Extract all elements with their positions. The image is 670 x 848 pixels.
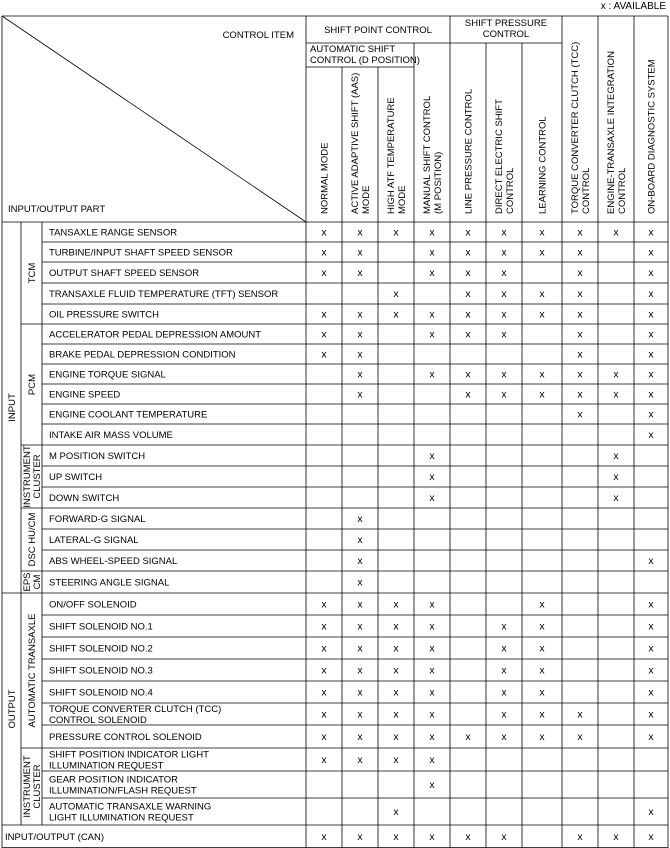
- available-mark: x: [465, 731, 471, 743]
- available-mark: x: [393, 598, 399, 611]
- column-header-7: LEARNING CONTROL: [537, 116, 549, 214]
- available-mark: x: [357, 731, 363, 743]
- shift-pressure-control-heading: SHIFT PRESSURE: [464, 18, 548, 29]
- available-mark: x: [357, 308, 363, 321]
- available-mark: x: [357, 226, 363, 239]
- available-mark: x: [465, 388, 471, 401]
- row-label: UP SWITCH: [49, 472, 103, 483]
- available-mark: x: [613, 226, 619, 239]
- available-mark: x: [393, 642, 399, 655]
- column-header-2: ACTIVE ADAPTIVE SHIFT (AAS): [350, 72, 361, 214]
- group-label: PCM: [27, 373, 38, 396]
- available-mark: x: [648, 226, 654, 239]
- available-mark: x: [501, 642, 507, 655]
- available-mark: x: [648, 831, 654, 843]
- row-label: TRANSAXLE FLUID TEMPERATURE (TFT) SENSOR: [49, 289, 279, 300]
- available-mark: x: [357, 754, 363, 766]
- available-mark: x: [321, 267, 327, 279]
- available-mark: x: [648, 288, 654, 300]
- automatic-shift-control-heading: CONTROL (D POSITION): [310, 55, 420, 66]
- available-mark: x: [393, 308, 399, 321]
- available-mark: x: [577, 308, 583, 321]
- available-mark: x: [465, 246, 471, 259]
- available-mark: x: [539, 226, 545, 239]
- available-mark: x: [613, 450, 619, 462]
- row-label: ENGINE SPEED: [49, 389, 121, 401]
- io-part-heading: INPUT/OUTPUT PART: [8, 204, 106, 215]
- available-mark: x: [321, 598, 327, 611]
- row-label: ILLUMINATION/FLASH REQUEST: [49, 785, 197, 797]
- shift-point-control-heading: SHIFT POINT CONTROL: [324, 25, 432, 36]
- available-mark: x: [393, 686, 399, 699]
- available-mark: x: [429, 708, 435, 721]
- available-mark: x: [357, 348, 363, 361]
- available-mark: x: [648, 642, 654, 655]
- available-mark: x: [577, 246, 583, 259]
- available-mark: x: [648, 555, 654, 567]
- group-label: AUTOMATIC TRANSAXLE: [27, 613, 38, 728]
- available-mark: x: [321, 226, 327, 239]
- available-mark: x: [357, 642, 363, 655]
- available-mark: x: [429, 620, 435, 633]
- row-label: LIGHT ILLUMINATION REQUEST: [49, 812, 194, 824]
- available-mark: x: [321, 308, 327, 321]
- row-label: ON/OFF SOLENOID: [49, 599, 137, 611]
- footer-label: INPUT/OUTPUT (CAN): [5, 832, 105, 843]
- available-mark: x: [321, 686, 327, 699]
- group-label: EPS: [22, 572, 33, 592]
- available-mark: x: [577, 226, 583, 239]
- available-mark: x: [429, 664, 435, 677]
- column-header-2: MODE: [361, 185, 372, 214]
- column-header-8: TORQUE CONVERTER CLUTCH (TCC): [570, 41, 581, 214]
- column-header-4: (M POSITION): [433, 151, 444, 214]
- row-label: LATERAL-G SIGNAL: [49, 535, 139, 546]
- control-item-heading: CONTROL ITEM: [222, 30, 294, 41]
- available-mark: x: [393, 664, 399, 677]
- available-mark: x: [465, 308, 471, 321]
- row-label: INTAKE AIR MASS VOLUME: [49, 430, 173, 441]
- available-mark: x: [357, 831, 363, 843]
- column-header-6: DIRECT ELECTRIC SHIFT: [494, 99, 505, 214]
- available-mark: x: [577, 388, 583, 401]
- available-mark: x: [321, 708, 327, 721]
- available-mark: x: [613, 368, 619, 381]
- row-label: TORQUE CONVERTER CLUTCH (TCC): [49, 704, 222, 715]
- row-label: SHIFT SOLENOID NO.4: [49, 687, 153, 699]
- available-mark: x: [613, 492, 619, 504]
- available-mark: x: [465, 328, 471, 341]
- available-mark: x: [429, 754, 435, 766]
- available-mark: x: [648, 806, 654, 818]
- available-mark: x: [393, 620, 399, 633]
- group-label: TCM: [27, 262, 38, 284]
- available-mark: x: [539, 598, 545, 611]
- available-mark: x: [539, 686, 545, 699]
- available-mark: x: [393, 806, 399, 818]
- available-mark: x: [501, 731, 507, 743]
- row-label: ILLUMINATION REQUEST: [49, 760, 164, 772]
- available-mark: x: [577, 348, 583, 361]
- available-mark: x: [321, 642, 327, 655]
- available-mark: x: [357, 576, 363, 589]
- available-mark: x: [539, 620, 545, 633]
- row-label: OIL PRESSURE SWITCH: [49, 309, 159, 321]
- available-mark: x: [648, 731, 654, 743]
- row-label: M POSITION SWITCH: [49, 451, 146, 462]
- available-mark: x: [613, 388, 619, 401]
- available-mark: x: [539, 288, 545, 300]
- section-label: OUTPUT: [7, 689, 18, 729]
- available-mark: x: [501, 664, 507, 677]
- row-label: ENGINE TORQUE SIGNAL: [49, 369, 166, 381]
- column-header-4: MANUAL SHIFT CONTROL: [422, 95, 433, 214]
- available-mark: x: [429, 246, 435, 259]
- available-mark: x: [539, 708, 545, 721]
- available-mark: x: [429, 471, 435, 483]
- available-mark: x: [321, 754, 327, 766]
- available-mark: x: [321, 246, 327, 259]
- available-mark: x: [648, 408, 654, 421]
- available-mark: x: [393, 731, 399, 743]
- group-label: CM: [32, 574, 43, 590]
- header-diagonal: [2, 16, 306, 222]
- column-header-1: NORMAL MODE: [319, 142, 331, 214]
- available-mark: x: [613, 831, 619, 843]
- available-mark: x: [501, 308, 507, 321]
- available-mark: x: [577, 288, 583, 300]
- available-mark: x: [539, 388, 545, 401]
- available-mark: x: [429, 492, 435, 504]
- available-mark: x: [577, 708, 583, 721]
- available-mark: x: [501, 226, 507, 239]
- column-header-9: CONTROL: [617, 167, 628, 214]
- available-mark: x: [393, 754, 399, 766]
- row-label: ABS WHEEL-SPEED SIGNAL: [49, 556, 178, 567]
- available-mark: x: [429, 779, 435, 791]
- row-label: OUTPUT SHAFT SPEED SENSOR: [49, 268, 200, 279]
- available-mark: x: [357, 664, 363, 677]
- available-mark: x: [321, 664, 327, 677]
- available-mark: x: [501, 288, 507, 300]
- available-mark: x: [321, 348, 327, 361]
- available-mark: x: [321, 620, 327, 633]
- available-mark: x: [501, 708, 507, 721]
- row-label: ENGINE COOLANT TEMPERATURE: [49, 409, 208, 421]
- available-mark: x: [429, 308, 435, 321]
- available-mark: x: [357, 598, 363, 611]
- available-mark: x: [357, 246, 363, 259]
- group-label: INSTRUMENT: [22, 445, 33, 508]
- legend: x : AVAILABLE: [600, 1, 666, 12]
- available-mark: x: [465, 226, 471, 239]
- available-mark: x: [648, 598, 654, 611]
- available-mark: x: [501, 686, 507, 699]
- available-mark: x: [648, 308, 654, 321]
- available-mark: x: [613, 471, 619, 483]
- available-mark: x: [429, 686, 435, 699]
- available-mark: x: [393, 226, 399, 239]
- available-mark: x: [429, 642, 435, 655]
- available-mark: x: [357, 388, 363, 401]
- available-mark: x: [393, 831, 399, 843]
- available-mark: x: [357, 620, 363, 633]
- row-label: STEERING ANGLE SIGNAL: [49, 577, 170, 589]
- available-mark: x: [648, 664, 654, 677]
- available-mark: x: [501, 368, 507, 381]
- available-mark: x: [539, 368, 545, 381]
- available-mark: x: [648, 388, 654, 401]
- available-mark: x: [648, 708, 654, 721]
- available-mark: x: [357, 328, 363, 341]
- row-label: BRAKE PEDAL DEPRESSION CONDITION: [49, 349, 236, 361]
- available-mark: x: [577, 368, 583, 381]
- row-label: AUTOMATIC TRANSAXLE WARNING: [49, 801, 212, 813]
- available-mark: x: [577, 328, 583, 341]
- available-mark: x: [357, 368, 363, 381]
- group-label: INSTRUMENT: [22, 755, 33, 818]
- available-mark: x: [357, 686, 363, 699]
- row-label: SHIFT SOLENOID NO.2: [49, 643, 153, 655]
- available-mark: x: [539, 246, 545, 259]
- column-header-8: CONTROL: [581, 167, 592, 214]
- available-mark: x: [648, 429, 654, 441]
- automatic-shift-control-heading: AUTOMATIC SHIFT: [310, 44, 396, 55]
- available-mark: x: [393, 288, 399, 300]
- row-label: SHIFT SOLENOID NO.3: [49, 665, 153, 677]
- row-label: ACCELERATOR PEDAL DEPRESSION AMOUNT: [49, 329, 262, 341]
- available-mark: x: [577, 408, 583, 421]
- available-mark: x: [465, 288, 471, 300]
- available-mark: x: [501, 620, 507, 633]
- column-header-5: LINE PRESSURE CONTROL: [463, 88, 475, 214]
- available-mark: x: [539, 731, 545, 743]
- available-mark: x: [357, 513, 363, 525]
- available-mark: x: [429, 450, 435, 462]
- group-label: CLUSTER: [32, 454, 43, 499]
- available-mark: x: [429, 368, 435, 381]
- row-label: TURBINE/INPUT SHAFT SPEED SENSOR: [49, 247, 233, 259]
- row-label: GEAR POSITION INDICATOR: [49, 774, 178, 786]
- row-label: FORWARD-G SIGNAL: [49, 514, 146, 525]
- available-mark: x: [648, 348, 654, 361]
- available-mark: x: [429, 831, 435, 843]
- available-mark: x: [465, 368, 471, 381]
- column-header-3: HIGH ATF TEMPERATURE: [386, 97, 397, 214]
- row-label: DOWN SWITCH: [49, 493, 120, 504]
- available-mark: x: [357, 555, 363, 567]
- section-label: INPUT: [7, 393, 18, 422]
- available-mark: x: [429, 598, 435, 611]
- available-mark: x: [465, 831, 471, 843]
- available-mark: x: [429, 731, 435, 743]
- row-label: CONTROL SOLENOID: [49, 715, 147, 726]
- available-mark: x: [648, 620, 654, 633]
- column-header-3: MODE: [397, 185, 408, 214]
- available-mark: x: [648, 328, 654, 341]
- group-label: DSC HU/CM: [27, 512, 38, 567]
- available-mark: x: [357, 534, 363, 546]
- available-mark: x: [501, 267, 507, 279]
- available-mark: x: [648, 686, 654, 699]
- available-mark: x: [501, 831, 507, 843]
- available-mark: x: [501, 328, 507, 341]
- available-mark: x: [648, 246, 654, 259]
- available-mark: x: [465, 267, 471, 279]
- available-mark: x: [357, 708, 363, 721]
- available-mark: x: [501, 388, 507, 401]
- available-mark: x: [321, 328, 327, 341]
- available-mark: x: [539, 642, 545, 655]
- available-mark: x: [501, 246, 507, 259]
- available-mark: x: [393, 708, 399, 721]
- row-label: TANSAXLE RANGE SENSOR: [49, 227, 178, 239]
- available-mark: x: [577, 831, 583, 843]
- available-mark: x: [429, 328, 435, 341]
- row-label: SHIFT SOLENOID NO.1: [49, 621, 153, 633]
- row-label: SHIFT POSITION INDICATOR LIGHT: [49, 749, 209, 761]
- available-mark: x: [648, 267, 654, 279]
- available-mark: x: [648, 368, 654, 381]
- group-label: CLUSTER: [32, 764, 43, 809]
- shift-pressure-control-heading: CONTROL: [482, 29, 530, 40]
- available-mark: x: [321, 831, 327, 843]
- available-mark: x: [539, 308, 545, 321]
- column-header-9: ENGINE-TRANSAXLE INTEGRATION: [606, 51, 617, 214]
- available-mark: x: [577, 267, 583, 279]
- available-mark: x: [429, 226, 435, 239]
- available-mark: x: [577, 731, 583, 743]
- available-mark: x: [321, 731, 327, 743]
- row-label: PRESSURE CONTROL SOLENOID: [49, 732, 202, 743]
- available-mark: x: [357, 267, 363, 279]
- available-mark: x: [429, 267, 435, 279]
- column-header-10: ON-BOARD DIAGNOSTIC SYSTEM: [646, 59, 658, 214]
- available-mark: x: [539, 664, 545, 677]
- column-header-6: CONTROL: [505, 167, 516, 214]
